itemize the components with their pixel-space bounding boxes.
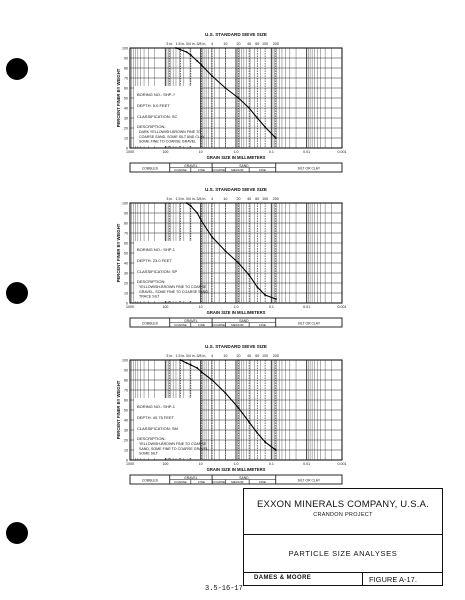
y-tick-label: 50 bbox=[124, 251, 128, 256]
data-point bbox=[275, 137, 277, 139]
class-gravel-coarse: COARSE bbox=[173, 480, 187, 485]
y-axis-label: PERCENT FINER BY WEIGHT bbox=[116, 223, 121, 283]
classification-bar bbox=[130, 318, 342, 327]
data-point bbox=[256, 432, 258, 434]
sieve-label: 40 bbox=[247, 197, 252, 201]
sieve-label: 40 bbox=[247, 42, 252, 46]
x-tick-label: 10 bbox=[198, 150, 203, 154]
title-block-report-cell bbox=[244, 535, 442, 573]
class-cobbles: COBBLES bbox=[141, 321, 158, 326]
description-line: YELLOWISH-BROWN FINE TO COARSE bbox=[139, 285, 207, 289]
classification-bar bbox=[130, 475, 342, 484]
y-tick-label: 70 bbox=[124, 231, 128, 236]
class-sand: SAND bbox=[239, 318, 249, 323]
sieve-label: 10 bbox=[223, 197, 228, 201]
class-gravel-coarse: COARSE bbox=[173, 323, 187, 328]
y-tick-label: 0 bbox=[126, 301, 128, 306]
class-sand: SAND bbox=[239, 163, 249, 168]
y-tick-label: 20 bbox=[124, 281, 128, 286]
sample-info bbox=[134, 398, 209, 458]
y-tick-label: 100 bbox=[122, 46, 128, 51]
data-point bbox=[196, 60, 198, 62]
sieve-label: 3 in. bbox=[166, 197, 174, 201]
class-gravel-fine: FINE bbox=[198, 323, 205, 328]
classification-bar bbox=[130, 163, 342, 172]
data-point bbox=[264, 294, 266, 296]
data-point bbox=[190, 364, 192, 366]
sieve-label: 20 bbox=[236, 42, 241, 46]
class-gravel: GRAVEL bbox=[184, 475, 198, 480]
class-sand-medium: MEDIUM bbox=[231, 168, 244, 173]
gradation-chart-2 bbox=[116, 187, 347, 327]
sieve-label: 3/8 in. bbox=[196, 42, 207, 46]
class-cobbles: COBBLES bbox=[141, 166, 158, 171]
sieve-label: 1.5 in. bbox=[175, 42, 186, 46]
sample-info bbox=[134, 86, 205, 146]
gradation-chart-1 bbox=[116, 32, 347, 172]
y-tick-label: 30 bbox=[124, 271, 128, 276]
class-silt-clay: SILT OR CLAY bbox=[297, 166, 321, 171]
x-tick-label: 10 bbox=[198, 462, 203, 466]
data-point bbox=[256, 286, 258, 288]
data-point bbox=[190, 54, 192, 56]
gradation-chart-3 bbox=[116, 344, 347, 484]
sample-depth: DEPTH: 23.0 FEET bbox=[137, 258, 172, 263]
x-tick-label: 1000 bbox=[126, 150, 134, 154]
y-tick-label: 70 bbox=[124, 76, 128, 81]
data-point bbox=[201, 220, 203, 222]
class-cobbles: COBBLES bbox=[141, 478, 158, 483]
x-tick-label: 10 bbox=[198, 305, 203, 309]
class-gravel: GRAVEL bbox=[184, 163, 198, 168]
data-point bbox=[248, 107, 250, 109]
y-tick-label: 90 bbox=[124, 211, 128, 216]
y-tick-label: 0 bbox=[126, 146, 128, 151]
data-point bbox=[179, 359, 181, 361]
sieve-label: 4 bbox=[211, 354, 214, 358]
y-tick-label: 20 bbox=[124, 438, 128, 443]
sieve-label: 60 bbox=[255, 197, 260, 201]
x-tick-label: 1.0 bbox=[233, 462, 239, 466]
x-tick-label: 0.1 bbox=[268, 462, 274, 466]
x-tick-label: 1.0 bbox=[233, 305, 239, 309]
y-tick-label: 80 bbox=[124, 378, 128, 383]
data-point bbox=[201, 64, 203, 66]
page-number: 3.5-16-17 bbox=[205, 585, 243, 593]
class-sand-medium: MEDIUM bbox=[231, 323, 244, 328]
y-tick-label: 30 bbox=[124, 428, 128, 433]
y-tick-label: 10 bbox=[124, 136, 128, 141]
x-tick-label: 0.001 bbox=[337, 150, 347, 154]
description-label: DESCRIPTION: bbox=[137, 436, 166, 441]
sieve-label: 3/4 in. bbox=[185, 354, 196, 358]
x-tick-label: 0.01 bbox=[303, 462, 311, 466]
description-line: SOME FINE TO COARSE GRAVEL bbox=[139, 139, 197, 144]
sieve-label: 20 bbox=[236, 354, 241, 358]
sieve-label: 3/4 in. bbox=[185, 197, 196, 201]
sieve-label: 100 bbox=[262, 197, 269, 201]
data-point bbox=[264, 126, 266, 128]
sieve-label: 10 bbox=[223, 354, 228, 358]
class-silt-clay: SILT OR CLAY bbox=[297, 478, 321, 483]
x-tick-label: 1000 bbox=[126, 305, 134, 309]
y-tick-label: 40 bbox=[124, 261, 128, 266]
figure-number: FIGURE A-17. bbox=[362, 573, 444, 586]
sieve-label: 40 bbox=[247, 354, 252, 358]
class-sand-fine: FINE bbox=[259, 480, 266, 485]
sieve-label: 60 bbox=[255, 354, 260, 358]
firm-name: DAMES & MOORE bbox=[254, 575, 312, 581]
data-point bbox=[248, 421, 250, 423]
data-point bbox=[238, 407, 240, 409]
x-tick-label: 100 bbox=[162, 462, 169, 466]
soil-classification: CLASSIFICATION: SC bbox=[137, 114, 178, 119]
y-tick-label: 40 bbox=[124, 106, 128, 111]
boring-number: BORING NO.: SHP-1 bbox=[137, 404, 176, 409]
sieve-label: 1.5 in. bbox=[175, 354, 186, 358]
class-sand-fine: FINE bbox=[259, 323, 266, 328]
data-point bbox=[186, 362, 188, 364]
data-point bbox=[264, 441, 266, 443]
chart-title: U.S. STANDARD SIEVE SIZE bbox=[205, 187, 267, 192]
soil-classification: CLASSIFICATION: SP bbox=[137, 269, 178, 274]
data-point bbox=[256, 117, 258, 119]
sieve-label: 3 in. bbox=[166, 42, 174, 46]
y-tick-label: 20 bbox=[124, 126, 128, 131]
company-name: EXXON MINERALS COMPANY, U.S.A. bbox=[257, 499, 429, 510]
sieve-label: 4 bbox=[211, 197, 214, 201]
class-gravel-coarse: COARSE bbox=[173, 168, 187, 173]
data-point bbox=[224, 250, 226, 252]
title-block-company-cell bbox=[244, 489, 442, 535]
description-line: YELLOWISH-BROWN FINE TO COARSE bbox=[139, 442, 207, 446]
y-tick-label: 10 bbox=[124, 291, 128, 296]
x-tick-label: 100 bbox=[162, 150, 169, 154]
x-axis-label: GRAIN SIZE IN MILLIMETERS bbox=[206, 310, 266, 315]
class-sand-fine: FINE bbox=[259, 168, 266, 173]
description-line: COARSE SAND, SOME SILT AND CLAY, bbox=[139, 134, 206, 139]
sieve-label: 3/8 in. bbox=[196, 197, 207, 201]
chart-title: U.S. STANDARD SIEVE SIZE bbox=[205, 344, 267, 349]
y-tick-label: 60 bbox=[124, 86, 128, 91]
description-label: DESCRIPTION: bbox=[137, 279, 166, 284]
description-label: DESCRIPTION: bbox=[137, 124, 166, 129]
sample-info bbox=[134, 241, 209, 301]
class-sand-coarse: COARSE bbox=[212, 323, 226, 328]
boring-number: BORING NO.: SHP-1 bbox=[137, 247, 176, 252]
data-point bbox=[196, 212, 198, 214]
sieve-label: 10 bbox=[223, 42, 228, 46]
description-line: TRACE SILT bbox=[139, 294, 160, 299]
x-tick-label: 1000 bbox=[126, 462, 134, 466]
data-point bbox=[186, 202, 188, 204]
data-point bbox=[196, 367, 198, 369]
class-gravel: GRAVEL bbox=[184, 318, 198, 323]
y-tick-label: 80 bbox=[124, 221, 128, 226]
report-title: PARTICLE SIZE ANALYSES bbox=[288, 549, 398, 558]
sample-depth: DEPTH: 5.0 FEET bbox=[137, 103, 170, 108]
sieve-label: 200 bbox=[272, 197, 279, 201]
data-point bbox=[238, 262, 240, 264]
description-line: SOME SILT bbox=[139, 451, 158, 456]
data-point bbox=[275, 449, 277, 451]
data-point bbox=[275, 298, 277, 300]
sieve-label: 3 in. bbox=[166, 354, 174, 358]
class-gravel-fine: FINE bbox=[198, 480, 205, 485]
y-tick-label: 100 bbox=[122, 358, 128, 363]
y-tick-label: 90 bbox=[124, 56, 128, 61]
x-tick-label: 100 bbox=[162, 305, 169, 309]
sieve-label: 60 bbox=[255, 42, 260, 46]
sample-depth: DEPTH: 40.75 FEET bbox=[137, 415, 175, 420]
y-tick-label: 100 bbox=[122, 201, 128, 206]
x-tick-label: 0.01 bbox=[303, 305, 311, 309]
x-tick-label: 0.1 bbox=[268, 305, 274, 309]
y-tick-label: 0 bbox=[126, 458, 128, 463]
class-silt-clay: SILT OR CLAY bbox=[297, 321, 321, 326]
description-line: SAND, SOME FINE TO COARSE GRAVEL, bbox=[139, 446, 210, 451]
y-tick-label: 10 bbox=[124, 448, 128, 453]
boring-number: BORING NO.: SHP-? bbox=[137, 92, 176, 97]
data-point bbox=[238, 97, 240, 99]
x-tick-label: 0.1 bbox=[268, 150, 274, 154]
y-tick-label: 70 bbox=[124, 388, 128, 393]
data-point bbox=[248, 274, 250, 276]
class-sand-coarse: COARSE bbox=[212, 168, 226, 173]
y-tick-label: 50 bbox=[124, 408, 128, 413]
sieve-label: 200 bbox=[272, 42, 279, 46]
y-axis-label: PERCENT FINER BY WEIGHT bbox=[116, 380, 121, 440]
sieve-label: 20 bbox=[236, 197, 241, 201]
y-tick-label: 50 bbox=[124, 96, 128, 101]
data-point bbox=[190, 205, 192, 207]
x-tick-label: 0.01 bbox=[303, 150, 311, 154]
x-axis-label: GRAIN SIZE IN MILLIMETERS bbox=[206, 467, 266, 472]
soil-classification: CLASSIFICATION: SM bbox=[137, 426, 178, 431]
y-tick-label: 40 bbox=[124, 418, 128, 423]
class-sand: SAND bbox=[239, 475, 249, 480]
data-point bbox=[175, 47, 177, 49]
class-sand-medium: MEDIUM bbox=[231, 480, 244, 485]
y-tick-label: 90 bbox=[124, 368, 128, 373]
y-tick-label: 60 bbox=[124, 241, 128, 246]
sieve-label: 3/4 in. bbox=[185, 42, 196, 46]
data-point bbox=[211, 379, 213, 381]
project-name: CRANDON PROJECT bbox=[313, 512, 373, 518]
title-block-footer bbox=[244, 573, 442, 586]
title-block bbox=[243, 488, 443, 586]
class-gravel-fine: FINE bbox=[198, 168, 205, 173]
sieve-label: 3/8 in. bbox=[196, 354, 207, 358]
description-line: DARK YELLOWISH-BROWN FINE TO bbox=[139, 130, 201, 134]
data-point bbox=[211, 75, 213, 77]
sieve-label: 100 bbox=[262, 42, 269, 46]
chart-title: U.S. STANDARD SIEVE SIZE bbox=[205, 32, 267, 37]
x-tick-label: 0.001 bbox=[337, 462, 347, 466]
x-tick-label: 1.0 bbox=[233, 150, 239, 154]
sieve-label: 4 bbox=[211, 42, 214, 46]
data-point bbox=[224, 392, 226, 394]
y-tick-label: 60 bbox=[124, 398, 128, 403]
data-point bbox=[201, 371, 203, 373]
y-axis-label: PERCENT FINER BY WEIGHT bbox=[116, 68, 121, 128]
y-tick-label: 30 bbox=[124, 116, 128, 121]
class-sand-coarse: COARSE bbox=[212, 480, 226, 485]
x-axis-label: GRAIN SIZE IN MILLIMETERS bbox=[206, 155, 266, 160]
x-tick-label: 0.001 bbox=[337, 305, 347, 309]
data-point bbox=[186, 51, 188, 53]
data-point bbox=[211, 236, 213, 238]
sieve-label: 1.5 in. bbox=[175, 197, 186, 201]
data-point bbox=[224, 87, 226, 89]
description-line: GRAVEL, SOME FINE TO COARSE SAND, bbox=[139, 289, 210, 294]
y-tick-label: 80 bbox=[124, 66, 128, 71]
sieve-label: 100 bbox=[262, 354, 269, 358]
sieve-label: 200 bbox=[272, 354, 279, 358]
